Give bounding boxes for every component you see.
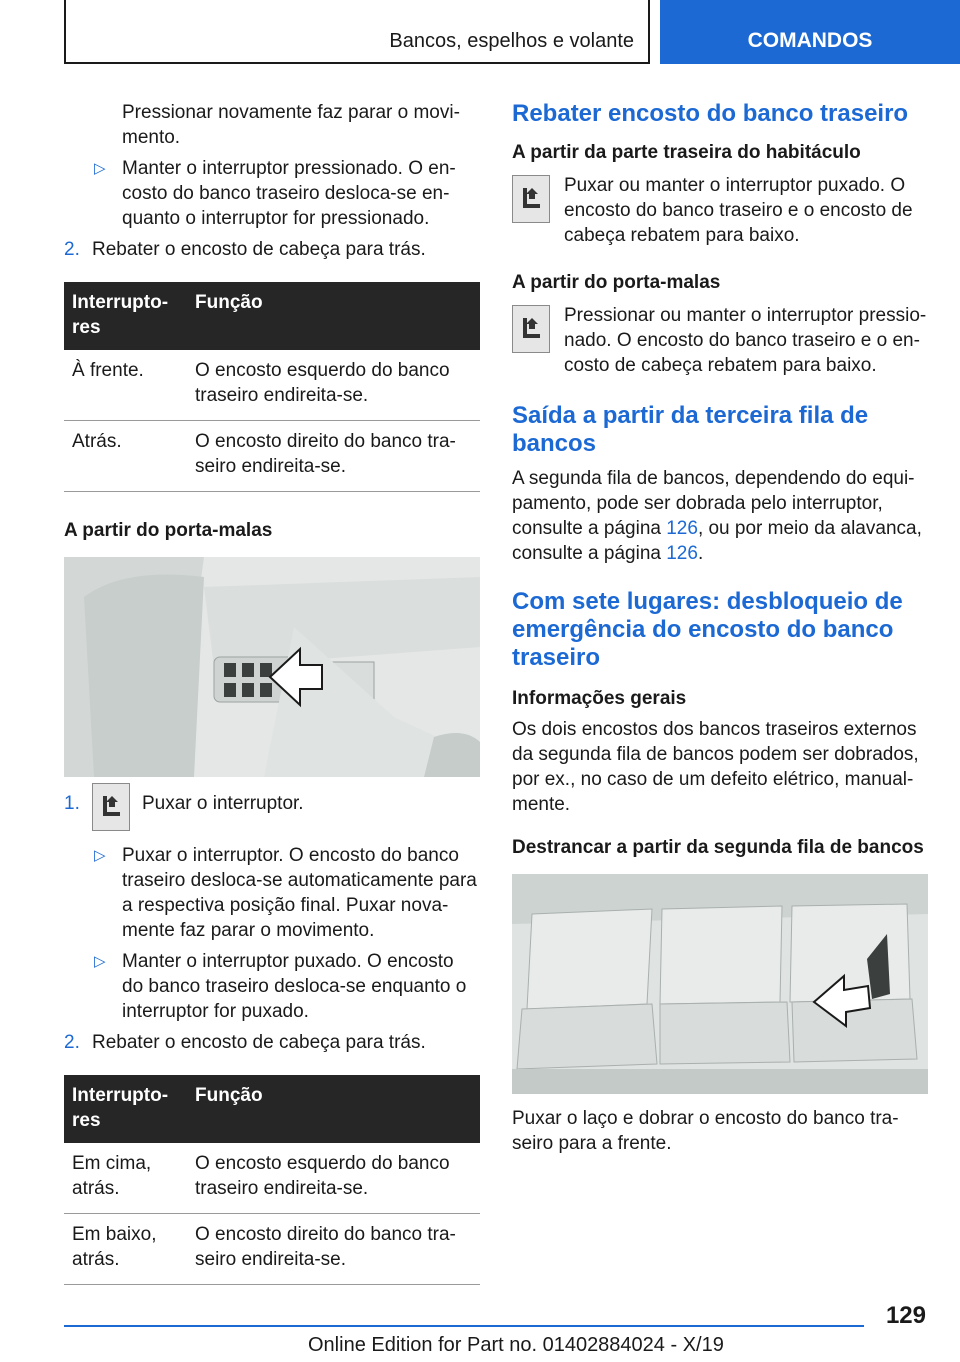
step-text: Rebater o encosto de cabeça para trás.	[92, 239, 426, 260]
section-title: Bancos, espelhos e volante	[389, 30, 634, 52]
table-cell: O encosto esquerdo do banco traseiro endireita-se.	[187, 1143, 480, 1214]
bullet-item	[64, 843, 480, 943]
table-row	[64, 1143, 480, 1214]
step-number: 2.	[64, 1032, 80, 1053]
table-row	[64, 350, 480, 421]
chapter-tab[interactable]: COMANDOS	[660, 0, 960, 64]
footer-divider	[64, 1325, 864, 1327]
table-cell: O encosto esquerdo do banco traseiro endireita-se.	[187, 350, 480, 421]
table-header: Função	[187, 1075, 480, 1143]
header-frame	[64, 0, 650, 64]
triangle-bullet-icon: ▷	[94, 953, 106, 970]
subheading-info: Informações gerais	[512, 688, 687, 709]
rear-seat-illustration	[512, 874, 928, 1094]
bullet-text: Puxar o interruptor. O encosto do banco traseiro desloca-se automaticamente para a respectiva posição final. Puxar nova-mente faz parar o movimento.	[122, 845, 477, 941]
seat-backrest-switch-icon	[512, 175, 550, 223]
section-heading: A partir do porta-malas	[64, 520, 273, 541]
left-column	[64, 100, 480, 1285]
seat-backrest-switch-icon	[92, 783, 130, 831]
section-heading-seven: Com sete lugares: desbloqueio de emergência do encosto do banco traseiro	[512, 588, 903, 671]
bullet-text: Manter o interruptor puxado. O encosto do banco traseiro desloca-se enquanto o interruptor for puxado.	[122, 951, 467, 1022]
table-header: Função	[187, 282, 480, 350]
step-item	[64, 791, 480, 839]
paragraph-pull: Puxar o laço e dobrar o encosto do banco tra-seiro para a frente.	[512, 1108, 899, 1154]
paragraph-exit	[512, 466, 928, 566]
table-cell: À frente.	[64, 350, 187, 421]
bullet-item	[64, 949, 480, 1024]
paragraph-text: Pressionar ou manter o interruptor pressio-nado. O encosto do banco traseiro e o en-costo de cabeça rebatem para baixo.	[564, 305, 927, 376]
subheading-unlock: Destrancar a partir da segunda fila de bancos	[512, 837, 924, 858]
switch-function-table	[64, 1075, 480, 1285]
subheading-trunk: A partir do porta-malas	[512, 272, 721, 293]
footer-edition: Online Edition for Part no. 01402884024 - X/19	[308, 1334, 724, 1356]
page-link[interactable]: 126	[666, 543, 698, 564]
table-cell: O encosto direito do banco tra-seiro endireita-se.	[187, 421, 480, 492]
rear-seat-photo	[512, 874, 928, 1094]
right-column	[512, 100, 928, 1156]
triangle-bullet-icon: ▷	[94, 160, 106, 177]
paragraph-text: .	[697, 543, 704, 564]
seat-backrest-switch-icon	[512, 305, 550, 353]
table-header-row	[64, 1075, 480, 1143]
step-item	[64, 237, 480, 262]
section-heading-exit: Saída a partir da terceira fila de bancos	[512, 402, 869, 457]
paragraph-text: , ou por meio da alavanca, consulte a página	[512, 518, 922, 564]
bullet-text: Manter o interruptor pressionado. O en-costo do banco traseiro desloca-se en-quanto o interruptor for pressionado.	[122, 158, 456, 229]
table-cell: Em baixo, atrás.	[64, 1214, 187, 1285]
table-header: Interrupto-res	[64, 1075, 187, 1143]
switch-function-table	[64, 282, 480, 492]
section-heading-fold: Rebater encosto do banco traseiro	[512, 100, 909, 127]
table-row	[64, 421, 480, 492]
page-link[interactable]: 126	[666, 518, 698, 539]
subheading-cabin: A partir da parte traseira do habitáculo	[512, 142, 861, 163]
table-header-row	[64, 282, 480, 350]
step-text: Rebater o encosto de cabeça para trás.	[92, 1032, 426, 1053]
step-item	[64, 1030, 480, 1055]
triangle-bullet-icon: ▷	[94, 847, 106, 864]
paragraph-text: Puxar ou manter o interruptor puxado. O encosto do banco traseiro e o encosto de cabeça rebatem para baixo.	[564, 175, 913, 246]
table-cell: Atrás.	[64, 421, 187, 492]
icon-paragraph	[512, 303, 928, 378]
table-cell: O encosto direito do banco tra-seiro endireita-se.	[187, 1214, 480, 1285]
trunk-illustration	[64, 557, 480, 777]
table-row	[64, 1214, 480, 1285]
paragraph-info: Os dois encostos dos bancos traseiros externos da segunda fila de bancos podem ser dobrados, por ex., no caso de um defeito elétrico, manual-mente.	[512, 719, 919, 815]
page-number: 129	[885, 1302, 926, 1329]
paragraph-text: A segunda fila de bancos, dependendo do equi-pamento, pode ser dobrada pelo interruptor, consulte a página	[512, 468, 915, 539]
step-number: 2.	[64, 239, 80, 260]
step-number: 1.	[64, 793, 80, 814]
bullet-item	[64, 156, 480, 231]
table-header: Interrupto-res	[64, 282, 187, 350]
table-cell: Em cima, atrás.	[64, 1143, 187, 1214]
icon-paragraph	[512, 173, 928, 248]
paragraph-continuation: Pressionar novamente faz parar o movi-mento.	[122, 102, 460, 148]
step-text: Puxar o interruptor.	[142, 793, 304, 814]
trunk-switch-photo	[64, 557, 480, 777]
